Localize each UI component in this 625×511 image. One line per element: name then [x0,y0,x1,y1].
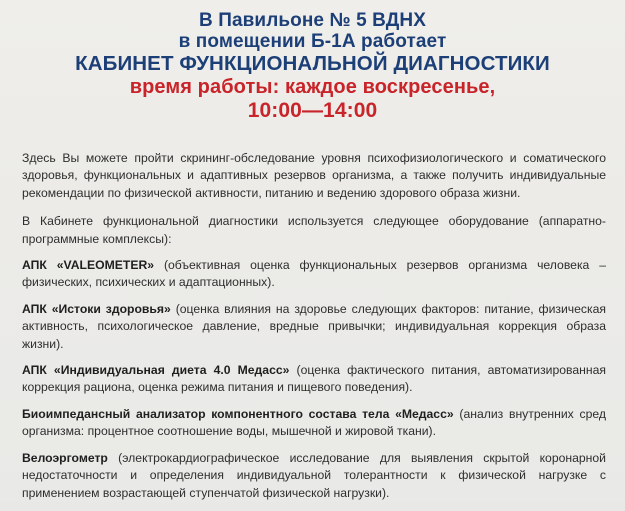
equipment-item-label: Биоимпедансный анализатор компонентного состава тела «Медасс» [22,406,454,421]
intro-paragraph: Здесь Вы можете пройти скрининг-обследование уровня психофизиологического и соматического здоровья, функциональных и адаптивных резервов организма, а также получить индивидуальные рекомендации по физической активности, питанию и ведению здорового образа жизни. [22,151,606,200]
header-hours: 10:00—14:00 [247,99,378,122]
equipment-intro-paragraph: В Кабинете функциональной диагностики используется следующее оборудование (аппаратно-программные комплексы): [22,214,606,246]
header-location: В Павильоне № 5 ВДНХ [199,10,426,31]
equipment-item-label: АПК «VALEOMETER» [22,258,155,273]
header-schedule: время работы: каждое воскресенье, [129,76,496,98]
header-title: КАБИНЕТ ФУНКЦИОНАЛЬНОЙ ДИАГНОСТИКИ [75,52,550,75]
equipment-item-label: Велоэргометр [22,450,108,465]
equipment-item [22,450,606,502]
equipment-item-text: (оценка фактического питания, автоматизированная коррекция рациона, оценка режима питания и пищевого поведения). [22,363,607,395]
equipment-item-text: (оценка влияния на здоровье следующих факторов: питание, физическая активность, психологическое давление, вредные привычки; индивидуальная коррекция образа жизни). [22,301,606,351]
notice-header [0,10,625,123]
equipment-item-text: (электрокардиографическое исследование для выявления скрытой коронарной недостаточности и определения индивидуальной толерантности к физической нагрузке с применением возрастающей ступенчатой физической нагрузки). [22,450,606,500]
equipment-item-text: (анализ внутренних сред организма: процентное соотношение воды, мышечной и жировой ткани). [22,406,606,439]
equipment-item-label: АПК «Истоки здоровья» [22,301,171,316]
equipment-item-text: (объективная оценка функциональных резервов организма человека – физических, психических и адаптационных). [22,258,606,290]
equipment-item [22,301,606,353]
header-room: в помещении Б-1А работает [178,31,447,52]
notice-body [22,150,606,511]
equipment-item-label: АПК «Индивидуальная диета 4.0 Медасс» [22,363,290,378]
equipment-item [22,406,606,441]
equipment-item [22,362,606,397]
equipment-item [22,257,606,292]
